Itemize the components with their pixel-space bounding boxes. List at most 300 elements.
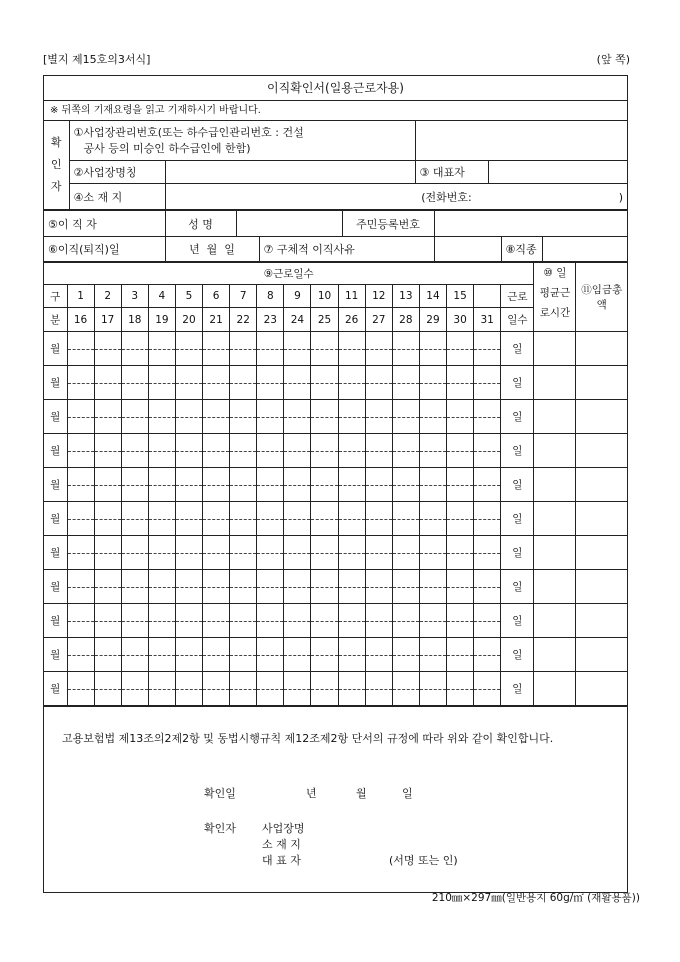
day-cell[interactable]	[447, 468, 474, 502]
day-cell[interactable]	[392, 502, 419, 536]
day-cell[interactable]	[257, 638, 284, 672]
day-cell[interactable]	[338, 604, 365, 638]
name-label: 성 명	[165, 211, 236, 237]
day-cell[interactable]	[338, 400, 365, 434]
day-cell[interactable]	[121, 434, 148, 468]
month-row	[44, 638, 627, 672]
day-number: 2	[94, 285, 121, 308]
day-cell[interactable]	[257, 604, 284, 638]
day-number: 13	[392, 285, 419, 308]
phone-close: )	[618, 190, 623, 204]
avg-hours-cell[interactable]	[534, 332, 576, 366]
month-label: 월	[44, 604, 67, 638]
day-cell[interactable]	[284, 502, 311, 536]
day-cell[interactable]	[284, 672, 311, 706]
day-cell[interactable]	[365, 400, 392, 434]
day-cell[interactable]	[419, 400, 446, 434]
day-cell[interactable]	[338, 570, 365, 604]
biz-number-label	[69, 121, 415, 161]
biz-number-field[interactable]	[415, 121, 627, 161]
day-cell[interactable]	[203, 638, 230, 672]
month-row	[44, 604, 627, 638]
day-cell[interactable]	[148, 400, 175, 434]
day-cell[interactable]	[365, 604, 392, 638]
day-cell[interactable]	[392, 332, 419, 366]
day-cell[interactable]	[121, 536, 148, 570]
month-row	[44, 672, 627, 706]
day-cell[interactable]	[338, 468, 365, 502]
day-cell[interactable]	[419, 468, 446, 502]
job-label: ⑧직종	[501, 237, 542, 262]
avg-hours-cell[interactable]	[534, 638, 576, 672]
label-char: 자	[50, 180, 62, 193]
day-cell[interactable]	[474, 638, 501, 672]
day-unit-cell[interactable]: 일	[501, 332, 534, 366]
day-cell[interactable]	[447, 536, 474, 570]
avg-hours-cell[interactable]	[534, 502, 576, 536]
month-label: 월	[44, 366, 67, 400]
day-number: 6	[203, 285, 230, 308]
day-cell[interactable]	[203, 502, 230, 536]
day-cell[interactable]	[121, 604, 148, 638]
day-cell[interactable]	[94, 672, 121, 706]
wage-cell[interactable]	[576, 468, 627, 502]
day-cell[interactable]	[67, 536, 94, 570]
day-cell[interactable]	[311, 502, 338, 536]
day-cell[interactable]	[67, 332, 94, 366]
day-cell[interactable]	[338, 638, 365, 672]
day-cell[interactable]	[311, 468, 338, 502]
day-cell[interactable]	[311, 366, 338, 400]
day-cell[interactable]	[203, 570, 230, 604]
confirm-year: 년	[306, 787, 317, 800]
day-cell[interactable]	[94, 332, 121, 366]
day-cell[interactable]	[230, 638, 257, 672]
wage-cell[interactable]	[576, 638, 627, 672]
biz-number-label-line1: ①사업장관리번호(또는 하수급인관리번호 : 건설	[73, 125, 304, 139]
day-unit-cell[interactable]: 일	[501, 468, 534, 502]
day-cell[interactable]	[148, 570, 175, 604]
sign-rep: 대 표 자	[262, 854, 301, 867]
day-number: 16	[67, 308, 94, 332]
day-number: 27	[365, 308, 392, 332]
day-cell[interactable]	[365, 570, 392, 604]
day-cell[interactable]	[94, 638, 121, 672]
day-cell[interactable]	[474, 570, 501, 604]
day-cell[interactable]	[419, 536, 446, 570]
separation-date-field[interactable]: 년 월 일	[165, 237, 259, 262]
day-cell[interactable]	[474, 434, 501, 468]
day-number: 15	[447, 285, 474, 308]
month-label: 월	[44, 536, 67, 570]
confirmer-section	[44, 120, 627, 210]
day-unit-cell[interactable]: 일	[501, 672, 534, 706]
biz-name-label: ②사업장명칭	[69, 161, 165, 184]
day-cell[interactable]	[284, 570, 311, 604]
day-cell[interactable]	[175, 672, 202, 706]
avg-hours-cell[interactable]	[534, 536, 576, 570]
day-cell[interactable]	[365, 638, 392, 672]
day-cell[interactable]	[447, 570, 474, 604]
day-cell[interactable]	[175, 332, 202, 366]
day-cell[interactable]	[257, 536, 284, 570]
day-cell[interactable]	[175, 468, 202, 502]
day-cell[interactable]	[257, 672, 284, 706]
day-cell[interactable]	[474, 672, 501, 706]
day-cell[interactable]	[474, 468, 501, 502]
day-cell[interactable]	[257, 468, 284, 502]
day-cell[interactable]	[148, 468, 175, 502]
day-cell[interactable]	[203, 434, 230, 468]
instruction-note: ※ 뒤쪽의 기재요령을 읽고 기재하시기 바랍니다.	[50, 105, 261, 116]
confirmation-area	[44, 706, 627, 892]
day-number: 18	[121, 308, 148, 332]
day-cell[interactable]	[148, 366, 175, 400]
day-cell[interactable]	[392, 366, 419, 400]
day-cell[interactable]	[311, 400, 338, 434]
day-number	[474, 285, 501, 308]
day-cell[interactable]	[392, 604, 419, 638]
day-number: 26	[338, 308, 365, 332]
day-number: 21	[203, 308, 230, 332]
day-cell[interactable]	[94, 536, 121, 570]
rep-field[interactable]	[488, 161, 627, 184]
sign-or-seal[interactable]: (서명 또는 인)	[389, 854, 458, 867]
day-cell[interactable]	[203, 672, 230, 706]
day-unit-cell[interactable]: 일	[501, 400, 534, 434]
month-label: 월	[44, 638, 67, 672]
day-cell[interactable]	[257, 400, 284, 434]
day-cell[interactable]	[230, 672, 257, 706]
day-cell[interactable]	[365, 536, 392, 570]
day-cell[interactable]	[67, 400, 94, 434]
day-cell[interactable]	[447, 366, 474, 400]
day-cell[interactable]	[230, 502, 257, 536]
day-cell[interactable]	[203, 332, 230, 366]
job-field[interactable]	[542, 237, 627, 262]
day-cell[interactable]	[148, 502, 175, 536]
day-cell[interactable]	[94, 604, 121, 638]
page-side: (앞 쪽)	[596, 53, 630, 66]
day-cell[interactable]	[419, 332, 446, 366]
day-cell[interactable]	[175, 536, 202, 570]
day-cell[interactable]	[284, 468, 311, 502]
confirm-day: 일	[402, 787, 413, 800]
day-cell[interactable]	[203, 604, 230, 638]
day-cell[interactable]	[474, 400, 501, 434]
day-cell[interactable]	[311, 536, 338, 570]
day-cell[interactable]	[392, 400, 419, 434]
day-cell[interactable]	[365, 332, 392, 366]
day-cell[interactable]	[175, 434, 202, 468]
day-cell[interactable]	[121, 468, 148, 502]
day-cell[interactable]	[474, 366, 501, 400]
day-cell[interactable]	[203, 366, 230, 400]
label-char: 인	[50, 158, 62, 171]
leaver-section	[44, 210, 627, 262]
month-label: 월	[44, 672, 67, 706]
day-cell[interactable]	[284, 434, 311, 468]
day-cell[interactable]	[175, 502, 202, 536]
day-cell[interactable]	[230, 434, 257, 468]
day-cell[interactable]	[121, 332, 148, 366]
day-number: 5	[175, 285, 202, 308]
day-cell[interactable]	[67, 604, 94, 638]
day-number: 4	[148, 285, 175, 308]
division-label: 구	[44, 285, 67, 308]
avg-hours-cell[interactable]	[534, 400, 576, 434]
day-cell[interactable]	[447, 332, 474, 366]
day-number: 22	[230, 308, 257, 332]
day-cell[interactable]	[311, 434, 338, 468]
rep-label: ③ 대표자	[415, 161, 488, 184]
day-cell[interactable]	[338, 332, 365, 366]
day-cell[interactable]	[148, 604, 175, 638]
day-cell[interactable]	[284, 638, 311, 672]
day-cell[interactable]	[447, 434, 474, 468]
month-label: 월	[44, 400, 67, 434]
sign-biz-name: 사업장명	[262, 822, 305, 835]
day-cell[interactable]	[419, 570, 446, 604]
day-cell[interactable]	[67, 366, 94, 400]
day-cell[interactable]	[121, 502, 148, 536]
day-cell[interactable]	[311, 570, 338, 604]
day-cell[interactable]	[203, 468, 230, 502]
day-number: 7	[230, 285, 257, 308]
day-cell[interactable]	[121, 366, 148, 400]
day-cell[interactable]	[121, 570, 148, 604]
day-unit-cell[interactable]: 일	[501, 536, 534, 570]
day-cell[interactable]	[365, 434, 392, 468]
day-unit-cell[interactable]: 일	[501, 434, 534, 468]
day-cell[interactable]	[67, 468, 94, 502]
avg-hours-line: ⑩ 일	[543, 267, 567, 279]
day-cell[interactable]	[175, 604, 202, 638]
avg-hours-cell[interactable]	[534, 434, 576, 468]
day-cell[interactable]	[447, 502, 474, 536]
day-cell[interactable]	[94, 434, 121, 468]
avg-hours-line: 로시간	[539, 307, 571, 319]
day-cell[interactable]	[392, 570, 419, 604]
day-cell[interactable]	[175, 366, 202, 400]
wage-cell[interactable]	[576, 570, 627, 604]
day-cell[interactable]	[203, 536, 230, 570]
day-cell[interactable]	[365, 502, 392, 536]
day-cell[interactable]	[447, 400, 474, 434]
wage-cell[interactable]	[576, 366, 627, 400]
biz-name-field[interactable]	[165, 161, 415, 184]
label-char: 확	[50, 136, 62, 149]
day-cell[interactable]	[474, 332, 501, 366]
day-cell[interactable]	[148, 434, 175, 468]
day-number: 14	[419, 285, 446, 308]
day-cell[interactable]	[365, 366, 392, 400]
day-cell[interactable]	[284, 332, 311, 366]
day-cell[interactable]	[121, 672, 148, 706]
day-number: 25	[311, 308, 338, 332]
day-cell[interactable]	[338, 672, 365, 706]
avg-hours-cell[interactable]	[534, 570, 576, 604]
day-cell[interactable]	[284, 366, 311, 400]
day-cell[interactable]	[230, 366, 257, 400]
avg-hours-cell[interactable]	[534, 366, 576, 400]
day-cell[interactable]	[311, 332, 338, 366]
avg-hours-line: 평균근	[539, 287, 571, 299]
day-cell[interactable]	[94, 502, 121, 536]
day-number: 30	[447, 308, 474, 332]
day-cell[interactable]	[392, 672, 419, 706]
form-number: [별지 제15호의3서식]	[43, 53, 151, 66]
month-label: 월	[44, 434, 67, 468]
day-number: 8	[257, 285, 284, 308]
day-number: 28	[392, 308, 419, 332]
avg-hours-cell[interactable]	[534, 672, 576, 706]
name-field[interactable]	[236, 211, 342, 237]
day-cell[interactable]	[230, 332, 257, 366]
avg-hours-header	[534, 263, 576, 332]
day-cell[interactable]	[447, 672, 474, 706]
wage-cell[interactable]	[576, 400, 627, 434]
day-cell[interactable]	[121, 400, 148, 434]
reason-field[interactable]	[434, 237, 501, 262]
day-cell[interactable]	[311, 604, 338, 638]
reason-label: ⑦ 구체적 이직사유	[259, 237, 434, 262]
day-cell[interactable]	[257, 570, 284, 604]
day-cell[interactable]	[94, 366, 121, 400]
day-cell[interactable]	[175, 400, 202, 434]
avg-hours-cell[interactable]	[534, 604, 576, 638]
day-unit-cell[interactable]: 일	[501, 604, 534, 638]
day-cell[interactable]	[338, 434, 365, 468]
day-cell[interactable]	[148, 536, 175, 570]
day-cell[interactable]	[419, 604, 446, 638]
day-cell[interactable]	[230, 400, 257, 434]
day-unit-cell[interactable]: 일	[501, 638, 534, 672]
day-cell[interactable]	[230, 570, 257, 604]
wage-cell[interactable]	[576, 672, 627, 706]
sign-address: 소 재 지	[262, 838, 301, 851]
confirm-date-label: 확인일	[204, 787, 236, 800]
day-unit-cell[interactable]: 일	[501, 570, 534, 604]
day-cell[interactable]	[284, 536, 311, 570]
day-cell[interactable]	[67, 672, 94, 706]
day-cell[interactable]	[284, 400, 311, 434]
day-cell[interactable]	[148, 332, 175, 366]
wage-header: ⑪임금총액	[576, 263, 627, 332]
day-cell[interactable]	[257, 502, 284, 536]
separation-confirmation-form	[43, 75, 628, 893]
confirm-month: 월	[356, 787, 367, 800]
day-cell[interactable]	[230, 604, 257, 638]
day-cell[interactable]	[94, 570, 121, 604]
month-row	[44, 434, 627, 468]
day-cell[interactable]	[365, 672, 392, 706]
day-cell[interactable]	[392, 638, 419, 672]
day-cell[interactable]	[338, 502, 365, 536]
wage-cell[interactable]	[576, 536, 627, 570]
day-number: 12	[365, 285, 392, 308]
day-cell[interactable]	[67, 434, 94, 468]
wage-cell[interactable]	[576, 434, 627, 468]
workdays-header: ⑨근로일수	[44, 263, 534, 285]
day-cell[interactable]	[311, 672, 338, 706]
wage-cell[interactable]	[576, 332, 627, 366]
confirmer-sign-label: 확인자	[204, 822, 236, 835]
day-cell[interactable]	[474, 536, 501, 570]
day-cell[interactable]	[257, 366, 284, 400]
day-cell[interactable]	[474, 502, 501, 536]
day-cell[interactable]	[474, 604, 501, 638]
leaver-label: ⑤이 직 자	[44, 211, 165, 237]
day-cell[interactable]	[311, 638, 338, 672]
day-cell[interactable]	[94, 468, 121, 502]
day-cell[interactable]	[67, 638, 94, 672]
day-unit-cell[interactable]: 일	[501, 366, 534, 400]
biz-number-label-line2: 공사 등의 미승인 하수급인에 한함)	[83, 141, 251, 155]
month-row	[44, 366, 627, 400]
day-cell[interactable]	[447, 638, 474, 672]
total-days-label: 일수	[501, 308, 534, 332]
separation-date-label: ⑥이직(퇴직)일	[44, 237, 165, 262]
day-cell[interactable]	[67, 570, 94, 604]
day-cell[interactable]	[338, 366, 365, 400]
day-cell[interactable]	[121, 638, 148, 672]
wage-cell[interactable]	[576, 604, 627, 638]
day-cell[interactable]	[94, 400, 121, 434]
day-unit-cell[interactable]: 일	[501, 502, 534, 536]
day-cell[interactable]	[392, 536, 419, 570]
day-cell[interactable]	[419, 366, 446, 400]
day-cell[interactable]	[338, 536, 365, 570]
workdays-table	[44, 262, 627, 706]
day-cell[interactable]	[392, 468, 419, 502]
day-cell[interactable]	[419, 672, 446, 706]
day-cell[interactable]	[175, 638, 202, 672]
day-cell[interactable]	[419, 434, 446, 468]
day-cell[interactable]	[230, 468, 257, 502]
day-cell[interactable]	[392, 434, 419, 468]
day-number: 20	[175, 308, 202, 332]
confirmer-label	[44, 121, 69, 210]
wage-cell[interactable]	[576, 502, 627, 536]
day-number: 23	[257, 308, 284, 332]
day-number: 17	[94, 308, 121, 332]
day-cell[interactable]	[203, 400, 230, 434]
day-cell[interactable]	[257, 434, 284, 468]
day-cell[interactable]	[67, 502, 94, 536]
address-label: ④소 재 지	[69, 184, 165, 210]
day-cell[interactable]	[148, 638, 175, 672]
avg-hours-cell[interactable]	[534, 468, 576, 502]
day-number: 31	[474, 308, 501, 332]
rrn-field[interactable]	[434, 211, 627, 237]
day-cell[interactable]	[148, 672, 175, 706]
day-cell[interactable]	[419, 638, 446, 672]
phone-label: (전화번호:	[421, 190, 472, 204]
day-cell[interactable]	[447, 604, 474, 638]
day-cell[interactable]	[230, 536, 257, 570]
month-row	[44, 502, 627, 536]
month-row	[44, 400, 627, 434]
day-cell[interactable]	[365, 468, 392, 502]
day-cell[interactable]	[284, 604, 311, 638]
day-number: 24	[284, 308, 311, 332]
day-cell[interactable]	[419, 502, 446, 536]
day-cell[interactable]	[175, 570, 202, 604]
month-label: 월	[44, 332, 67, 366]
address-field[interactable]	[165, 184, 627, 210]
day-cell[interactable]	[257, 332, 284, 366]
